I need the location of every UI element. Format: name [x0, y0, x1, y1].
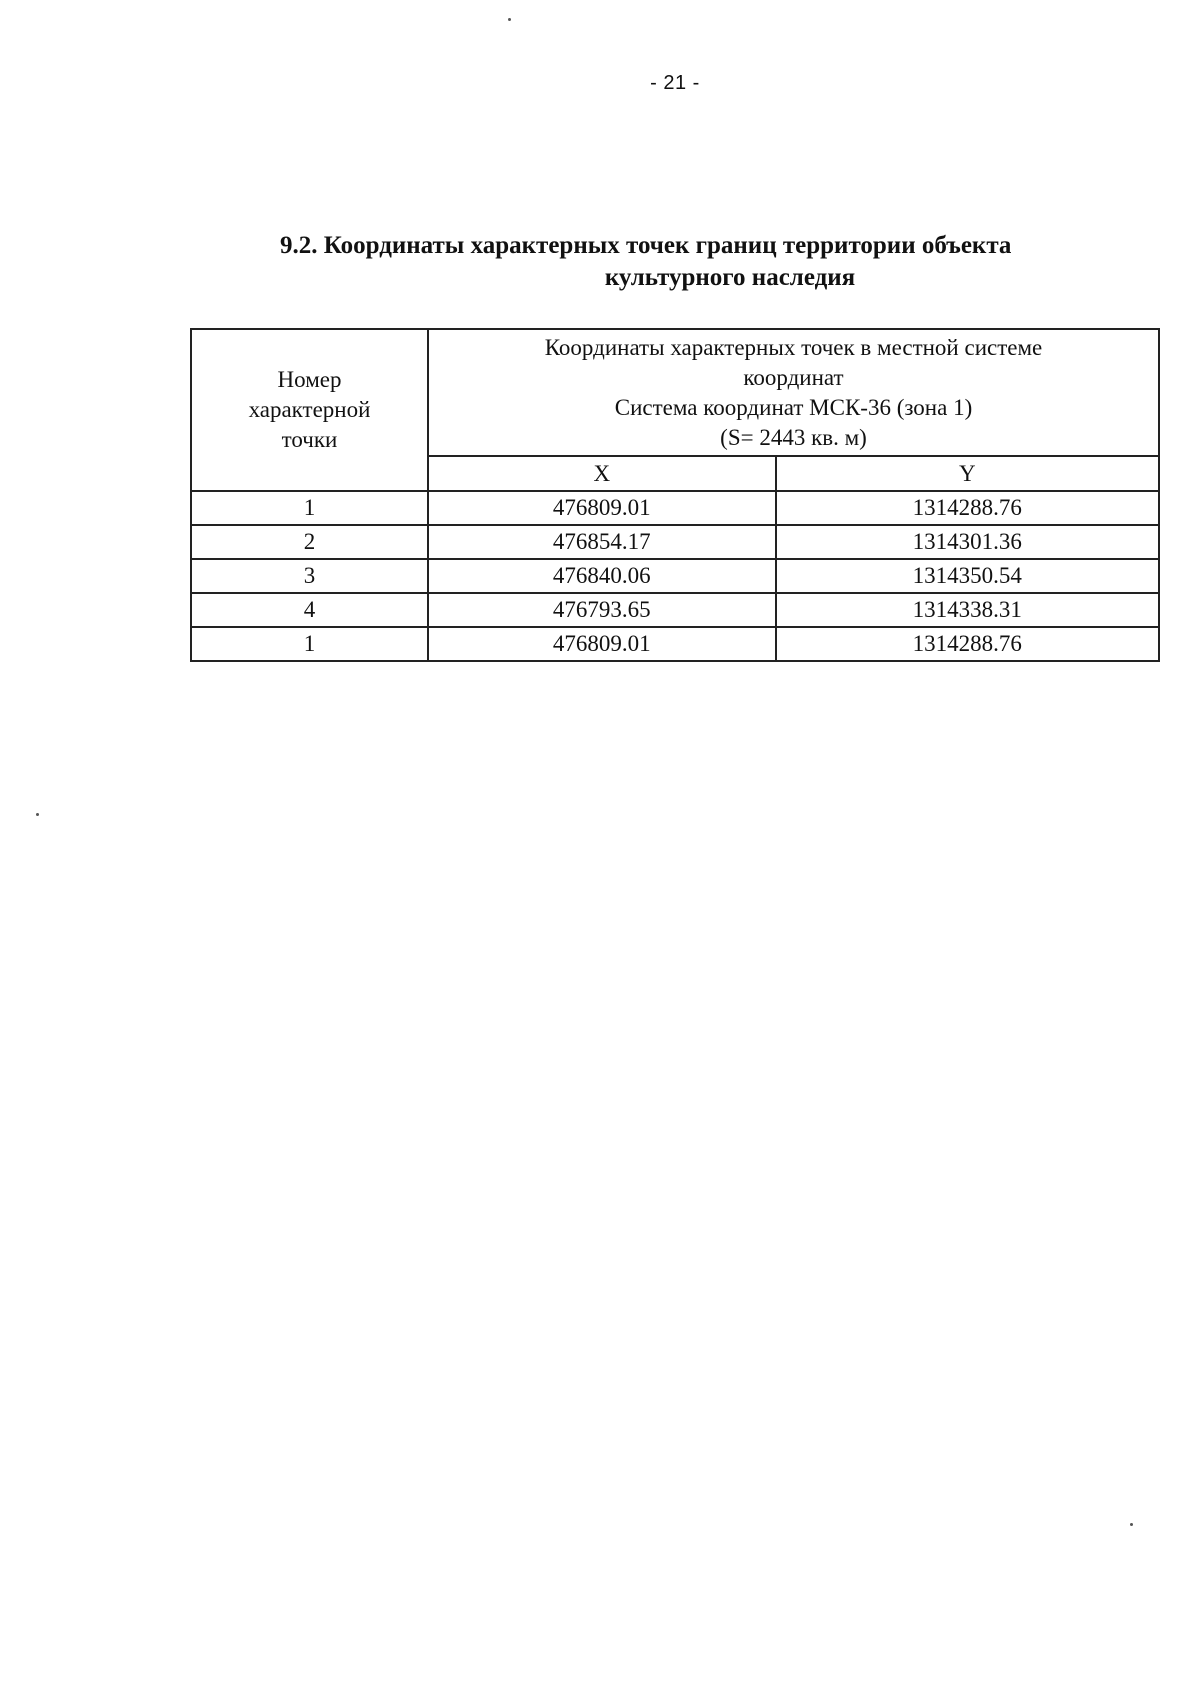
header-coordinates-line: Система координат МСК-36 (зона 1)	[614, 394, 973, 420]
page-number: - 21 -	[650, 72, 700, 94]
header-point-number	[191, 329, 428, 491]
cell-point: 4	[191, 593, 428, 627]
scan-speck	[508, 18, 511, 21]
table-row	[191, 627, 1159, 661]
scan-speck	[1130, 1523, 1133, 1526]
cell-y: 1314301.36	[776, 525, 1159, 559]
scan-speck	[36, 813, 39, 816]
cell-y: 1314288.76	[776, 491, 1159, 525]
cell-y: 1314338.31	[776, 593, 1159, 627]
cell-y: 1314288.76	[776, 627, 1159, 661]
section-heading	[280, 230, 1140, 294]
cell-x: 476854.17	[428, 525, 776, 559]
section-heading-line1: 9.2. Координаты характерных точек границ территории объекта	[280, 232, 1012, 259]
cell-y: 1314350.54	[776, 559, 1159, 593]
header-point-number-line: Номер	[277, 367, 342, 392]
header-coordinates-line: координат	[743, 364, 844, 390]
table-row	[191, 559, 1159, 593]
cell-x: 476809.01	[428, 627, 776, 661]
header-y: Y	[776, 456, 1159, 491]
cell-point: 1	[191, 627, 428, 661]
cell-point: 3	[191, 559, 428, 593]
table-header-row	[191, 329, 1159, 456]
header-coordinates	[428, 329, 1159, 456]
header-x: X	[428, 456, 776, 491]
header-coordinates-line: (S= 2443 кв. м)	[720, 424, 867, 450]
table-row	[191, 491, 1159, 525]
coordinates-table	[190, 328, 1160, 662]
cell-point: 2	[191, 525, 428, 559]
cell-point: 1	[191, 491, 428, 525]
section-heading-line2: культурного наследия	[604, 264, 856, 291]
cell-x: 476840.06	[428, 559, 776, 593]
header-point-number-line: характерной	[248, 397, 371, 422]
cell-x: 476809.01	[428, 491, 776, 525]
header-point-number-line: точки	[281, 427, 338, 452]
table-row	[191, 593, 1159, 627]
cell-x: 476793.65	[428, 593, 776, 627]
header-coordinates-line: Координаты характерных точек в местной системе	[544, 334, 1043, 360]
table-row	[191, 525, 1159, 559]
